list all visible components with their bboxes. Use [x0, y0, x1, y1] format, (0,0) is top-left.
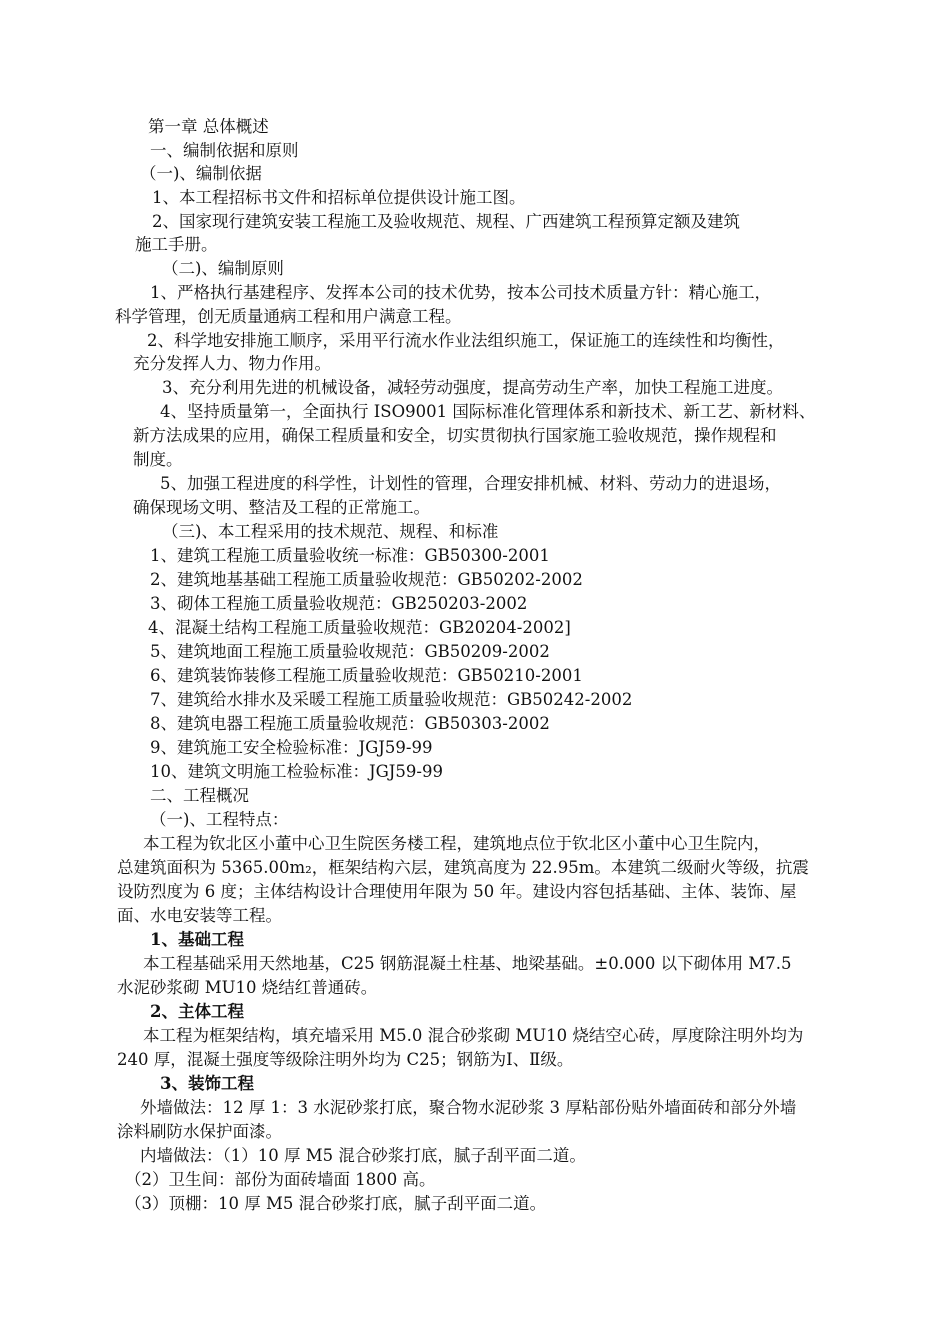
- item-heading: 1、基础工程: [150, 930, 244, 949]
- list-item: 4、混凝土结构工程施工质量验收规范：GB20204-2002]: [148, 618, 571, 637]
- list-item: 6、建筑装饰装修工程施工质量验收规范：GB50210-2001: [150, 666, 583, 685]
- item-heading: 2、主体工程: [150, 1002, 244, 1021]
- section-heading: 二、工程概况: [150, 786, 249, 805]
- subsection-heading: （一)、工程特点：: [150, 810, 289, 829]
- paragraph-line: 2、国家现行建筑安装工程施工及验收规范、规程、广西建筑工程预算定额及建筑: [152, 212, 740, 231]
- list-item: 8、建筑电器工程施工质量验收规范：GB50303-2002: [150, 714, 550, 733]
- list-item: 5、建筑地面工程施工质量验收规范：GB50209-2002: [150, 642, 550, 661]
- paragraph-line: 240 厚，混凝土强度等级除注明外均为 C25；钢筋为Ⅰ、Ⅱ级。: [117, 1050, 574, 1069]
- paragraph-line: （2）卫生间：部份为面砖墙面 1800 高。: [125, 1170, 436, 1189]
- list-item: 10、建筑文明施工检验标准：JGJ59-99: [150, 762, 443, 781]
- item-heading: 3、装饰工程: [160, 1074, 254, 1093]
- subsection-heading: （二)、编制原则: [162, 259, 284, 278]
- paragraph-line: 5、加强工程进度的科学性，计划性的管理，合理安排机械、材料、劳动力的进退场，: [160, 474, 781, 493]
- paragraph-line: 外墙做法：12 厚 1：3 水泥砂浆打底，聚合物水泥砂浆 3 厚粘部份贴外墙面砖和部分外墙: [140, 1098, 797, 1117]
- paragraph-line: 制度。: [133, 450, 183, 469]
- paragraph-line: 本工程为钦北区小董中心卫生院医务楼工程，建筑地点位于钦北区小董中心卫生院内，: [143, 834, 770, 853]
- list-item: 9、建筑施工安全检验标准：JGJ59-99: [150, 738, 433, 757]
- list-item: 3、砌体工程施工质量验收规范：GB250203-2002: [150, 594, 528, 613]
- paragraph-line: 确保现场文明、整洁及工程的正常施工。: [133, 498, 430, 517]
- paragraph-line: 面、水电安装等工程。: [117, 906, 282, 925]
- paragraph-line: 1、本工程招标书文件和招标单位提供设计施工图。: [152, 188, 526, 207]
- paragraph-line: 内墙做法：（1）10 厚 M5 混合砂浆打底，腻子刮平面二道。: [140, 1146, 586, 1165]
- subsection-heading: （三)、本工程采用的技术规范、规程、和标准: [162, 522, 499, 541]
- paragraph-line: 设防烈度为 6 度；主体结构设计合理使用年限为 50 年。建设内容包括基础、主体、装饰、屋: [117, 882, 797, 901]
- paragraph-line: 科学管理，创无质量通病工程和用户满意工程。: [115, 307, 462, 326]
- list-item: 1、建筑工程施工质量验收统一标准：GB50300-2001: [150, 546, 550, 565]
- paragraph-line: 本工程为框架结构，填充墙采用 M5.0 混合砂浆砌 MU10 烧结空心砖，厚度除注明外均为: [143, 1026, 804, 1045]
- paragraph-line: 3、充分利用先进的机械设备，减轻劳动强度，提高劳动生产率，加快工程施工进度。: [162, 378, 783, 397]
- section-heading: 一、编制依据和原则: [150, 141, 299, 160]
- subsection-heading: （一)、编制依据: [140, 164, 262, 183]
- paragraph-line: （3）顶棚：10 厚 M5 混合砂浆打底，腻子刮平面二道。: [125, 1194, 547, 1213]
- paragraph-line: 水泥砂浆砌 MU10 烧结红普通砖。: [117, 978, 378, 997]
- list-item: 7、建筑给水排水及采暖工程施工质量验收规范：GB50242-2002: [150, 690, 633, 709]
- paragraph-line: 本工程基础采用天然地基，C25 钢筋混凝土柱基、地梁基础。±0.000 以下砌体用 M7.5: [143, 954, 792, 973]
- paragraph-line: 涂料刷防水保护面漆。: [117, 1122, 282, 1141]
- paragraph-line: 总建筑面积为 5365.00m₂，框架结构六层，建筑高度为 22.95m。本建筑二级耐火等级，抗震: [117, 858, 809, 877]
- paragraph-line: 4、坚持质量第一，全面执行 ISO9001 国际标准化管理体系和新技术、新工艺、新材料、: [160, 402, 816, 421]
- paragraph-line: 1、严格执行基建程序、发挥本公司的技术优势，按本公司技术质量方针：精心施工，: [150, 283, 771, 302]
- paragraph-line: 新方法成果的应用，确保工程质量和安全，切实贯彻执行国家施工验收规范，操作规程和: [133, 426, 777, 445]
- paragraph-line: 施工手册。: [135, 235, 218, 254]
- paragraph-line: 充分发挥人力、物力作用。: [133, 354, 331, 373]
- list-item: 2、建筑地基基础工程施工质量验收规范：GB50202-2002: [150, 570, 583, 589]
- paragraph-line: 2、科学地安排施工顺序，采用平行流水作业法组织施工，保证施工的连续性和均衡性，: [147, 331, 785, 350]
- chapter-title: 第一章 总体概述: [148, 117, 269, 136]
